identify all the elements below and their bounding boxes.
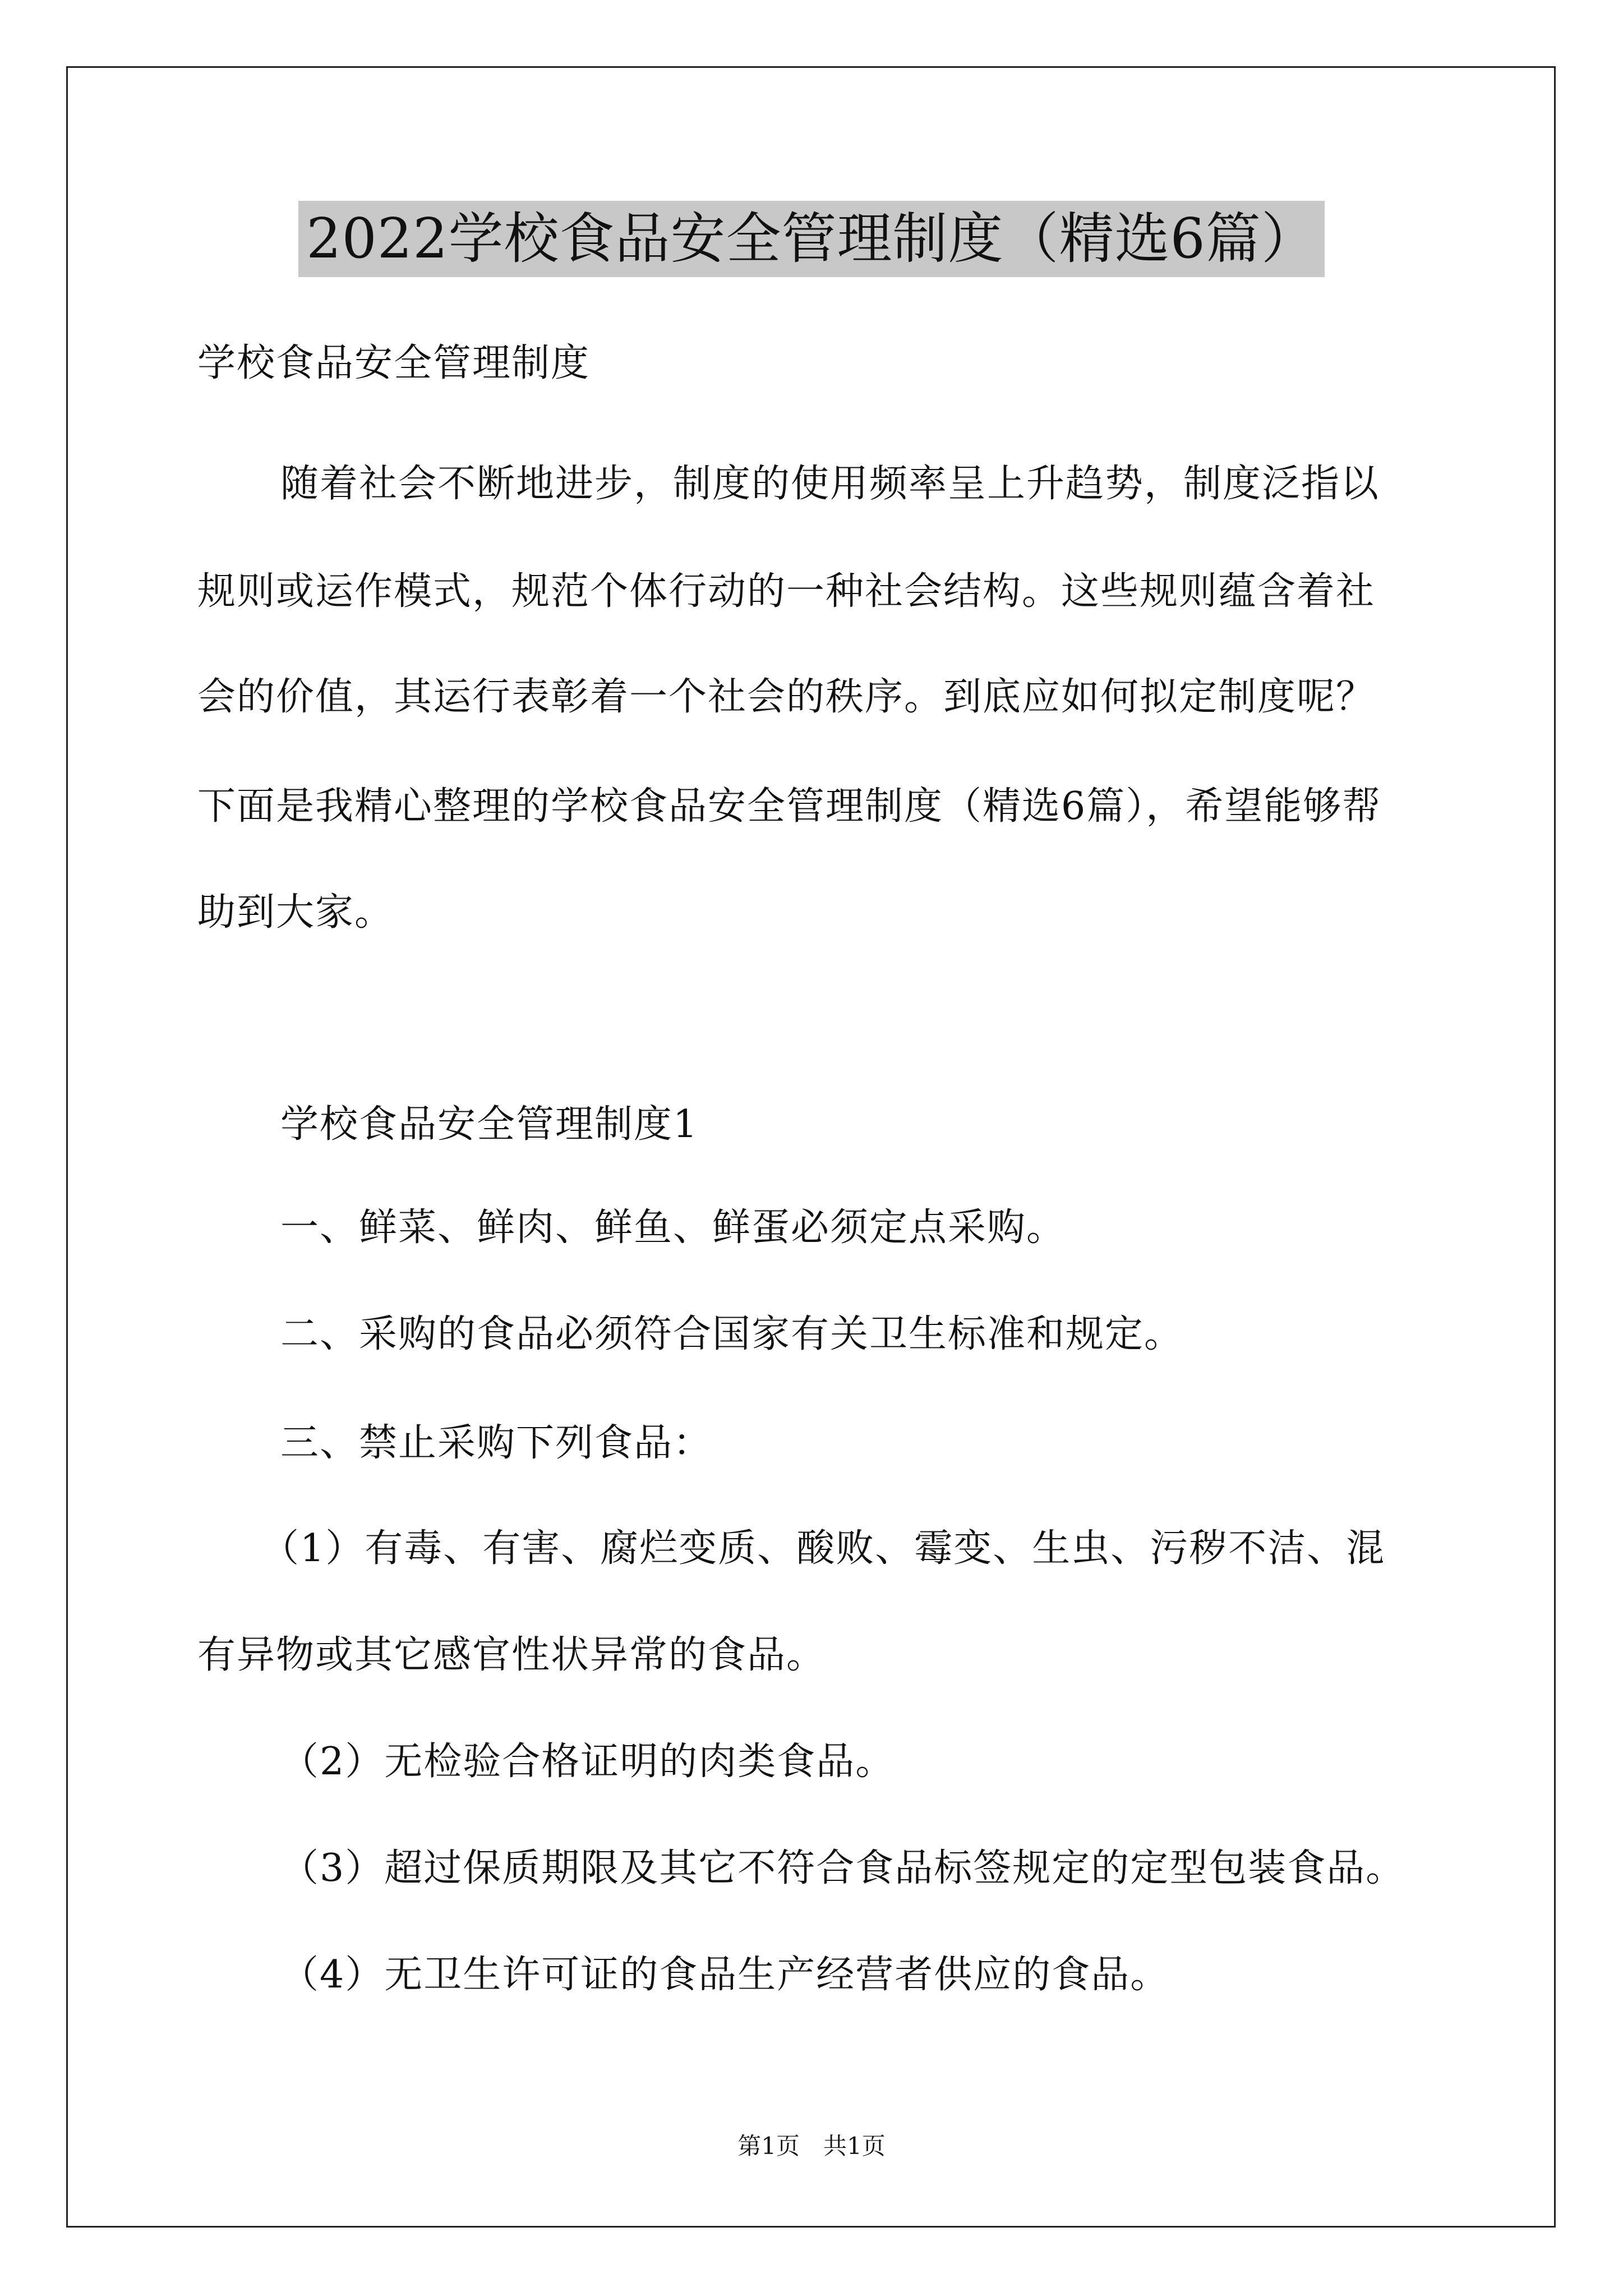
- page-footer: 第1页 共1页: [737, 2132, 886, 2160]
- list-item: （4）无卫生许可证的食品生产经营者供应的食品。: [280, 1953, 1170, 1997]
- list-item: 一、鲜菜、鲜肉、鲜鱼、鲜蛋必须定点采购。: [280, 1205, 1066, 1250]
- title-container: [0, 201, 1623, 277]
- list-item: 二、采购的食品必须符合国家有关卫生标准和规定。: [280, 1312, 1184, 1356]
- list-item: （2）无检验合格证明的肉类食品。: [280, 1740, 895, 1784]
- intro-line-1: 随着社会不断地进步，制度的使用频率呈上升趋势，制度泛指以: [280, 462, 1380, 506]
- list-item: （3）超过保质期限及其它不符合食品标签规定的定型包装食品。: [280, 1846, 1405, 1890]
- section-heading: 学校食品安全管理制度1: [280, 1102, 699, 1147]
- document-subtitle: 学校食品安全管理制度: [197, 341, 591, 385]
- intro-line-3: 会的价值，其运行表彰着一个社会的秩序。到底应如何拟定制度呢？: [197, 675, 1376, 719]
- list-item: （1）有毒、有害、腐烂变质、酸败、霉变、生虫、污秽不洁、混: [261, 1526, 1386, 1571]
- list-item: 有异物或其它感官性状异常的食品。: [197, 1633, 826, 1677]
- intro-line-5: 助到大家。: [197, 890, 394, 935]
- list-item: 三、禁止采购下列食品：: [280, 1421, 713, 1465]
- intro-line-4: 下面是我精心整理的学校食品安全管理制度（精选6篇），希望能够帮: [197, 784, 1382, 829]
- intro-line-2: 规则或运作模式，规范个体行动的一种社会结构。这些规则蕴含着社: [197, 569, 1376, 614]
- document-title: 2022学校食品安全管理制度（精选6篇）: [298, 201, 1325, 277]
